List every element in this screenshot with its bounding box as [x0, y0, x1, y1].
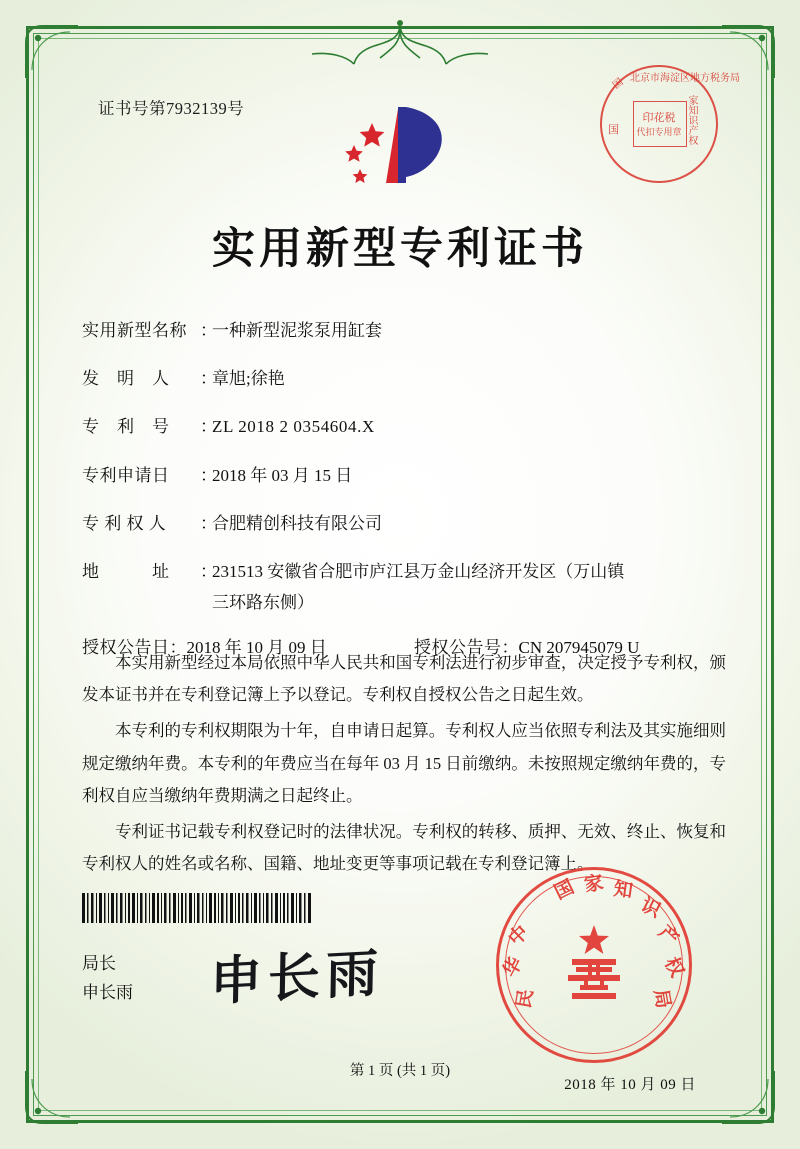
- seal-date: 2018 年 10 月 09 日: [564, 1077, 696, 1093]
- field-label: 专 利 权 人: [82, 513, 167, 533]
- certificate-number: 证书号第7932139号: [98, 99, 245, 118]
- stamp-side-left: 国: [608, 124, 619, 136]
- signature-block: [82, 950, 133, 1008]
- official-seal: [496, 867, 692, 1063]
- paragraph-2: 本专利的专利权期限为十年，自申请日起算。专利权人应当依照专利法及其实施细则规定缴纳年费。本专利的年费应当在每年 03 月 15 日前缴纳。未按照规定缴纳年费的，专利权自应当缴纳年费期满之日起终止。: [82, 721, 726, 805]
- field-value: 一种新型泥浆泵用缸套: [212, 321, 382, 340]
- field-label: 地 址: [82, 561, 170, 581]
- patent-office-logo-icon: [310, 95, 490, 195]
- field-colon: ：: [200, 369, 217, 389]
- national-emblem-icon: [548, 919, 640, 1011]
- seal-char-4: 识: [637, 893, 665, 922]
- field-row-patent-number: [82, 413, 730, 440]
- seal-char-5: 产: [653, 921, 683, 951]
- field-colon: ：: [169, 638, 187, 658]
- page-title: 实用新型专利证书: [212, 224, 588, 274]
- barcode: [82, 893, 312, 923]
- seal-char-6: 权: [660, 953, 689, 981]
- field-row-address: [82, 558, 730, 585]
- stamp-side-right: 家知识产权: [686, 95, 697, 145]
- field-value: 合肥精创科技有限公司: [212, 513, 382, 533]
- seal-char-10: 民: [512, 987, 538, 1011]
- stamp-inner-text-bottom: 代扣专用章: [636, 127, 682, 137]
- paragraph-1: 本实用新型经过本局依照中华人民共和国专利法进行初步审查，决定授予专利权，颁发本证书并在专利登记簿上予以登记。专利权自授权公告之日起生效。: [82, 653, 726, 705]
- field-value: 2018 年 03 月 15 日: [212, 465, 353, 485]
- certificate-content: [60, 55, 740, 1094]
- field-label: 发 明 人: [82, 369, 170, 389]
- field-value: 章旭;徐艳: [212, 369, 285, 389]
- stamp-inner-text-top: 印花税: [642, 112, 676, 124]
- field-label: 专 利 号: [82, 417, 170, 437]
- seal-char-3: 知: [612, 877, 635, 903]
- seal-char-7: 局: [649, 987, 675, 1011]
- seal-char-1: 国: [550, 875, 578, 904]
- director-label: 局长: [82, 954, 116, 973]
- field-colon: ：: [200, 465, 217, 485]
- field-value: ZL 2018 2 0354604.X: [212, 417, 375, 437]
- field-label: 实用新型名称: [82, 321, 187, 340]
- field-row-inventor: [82, 365, 730, 392]
- seal-char-8: 中: [504, 921, 534, 951]
- director-name: 申长雨: [82, 982, 133, 1002]
- legal-text: [82, 647, 726, 884]
- paragraph-3: 专利证书记载专利权登记时的法律状况。专利权的转移、质押、无效、终止、恢复和专利权人的姓名或名称、国籍、地址变更等事项记载在专利登记簿上。: [82, 821, 726, 874]
- field-colon: ：: [200, 561, 217, 581]
- tax-stamp: [600, 65, 740, 183]
- field-colon: ：: [200, 513, 217, 533]
- field-colon: ：: [200, 321, 217, 340]
- page-footer: 第 1 页 (共 1 页): [349, 1063, 451, 1079]
- stamp-outer-text-2: 北京市海淀区地方税务局: [630, 73, 740, 84]
- field-label: 专利申请日: [82, 465, 170, 485]
- field-row-name: [82, 317, 730, 344]
- field-row-application-date: [82, 462, 730, 489]
- seal-char-9: 华: [498, 953, 528, 981]
- field-value: 231513 安徽省合肥市庐江县万金山经济开发区（万山镇: [212, 561, 625, 581]
- handwritten-signature: 申长雨: [209, 942, 385, 1013]
- announcement-date-label: 授权公告日: [82, 638, 170, 658]
- announcement-number-label: 授权公告号: [414, 638, 502, 658]
- field-row-patentee: [82, 510, 730, 537]
- address-continuation: 三环路东侧）: [212, 593, 314, 613]
- field-colon: ：: [501, 638, 519, 658]
- field-list: [82, 317, 730, 676]
- announcement-date-value: 2018 年 10 月 09 日: [186, 638, 327, 658]
- seal-char-2: 家: [582, 871, 606, 897]
- field-colon: ：: [200, 417, 217, 437]
- announcement-number-value: CN 207945079 U: [518, 638, 640, 658]
- stamp-outer-text-1: 国: [610, 76, 626, 92]
